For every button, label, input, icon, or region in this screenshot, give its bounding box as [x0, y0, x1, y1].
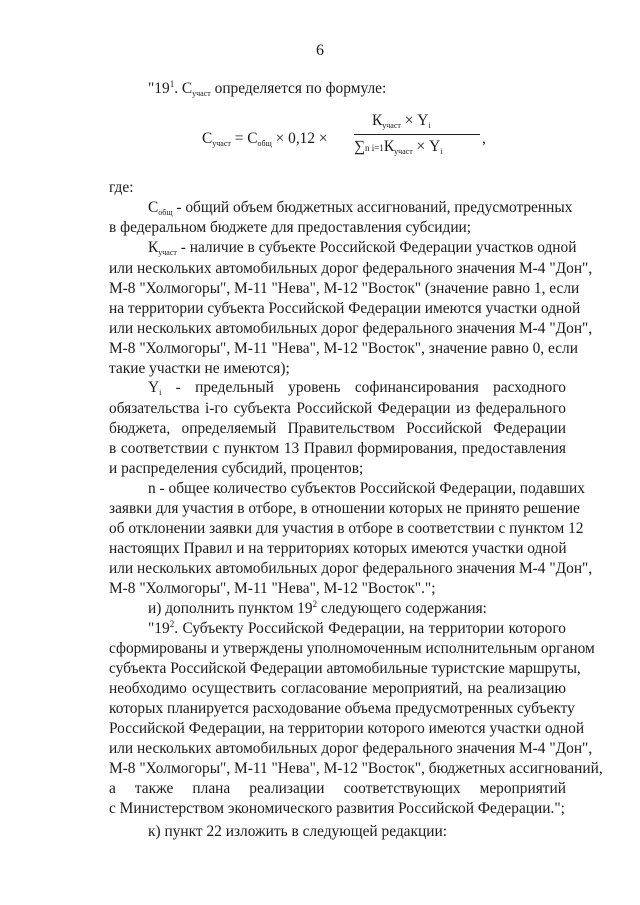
- text-line: а также плана реализации соответствующих мероприятий: [109, 780, 566, 797]
- text-line: М-8 "Холмогоры", М-11 "Нева", М-12 "Восток" (значение равно 1, если: [109, 280, 580, 297]
- text-line: или нескольких автомобильных дорог федерального значения М-4 "Дон",: [109, 560, 593, 577]
- text-line: с Министерством экономического развития Российской Федерации.";: [109, 800, 565, 817]
- text-line: в федеральном бюджете для предоставления субсидии;: [109, 219, 472, 236]
- text-line: сформированы и утверждены уполномоченным исполнительным органом: [109, 640, 595, 657]
- text-line: М-8 "Холмогоры", М-11 "Нева", М-12 "Восток", значение равно 0, если: [109, 340, 578, 357]
- page-number: 6: [316, 42, 324, 59]
- formula-numerator: $К_{участ} \times Y_i$: [372, 112, 431, 130]
- formula-comma: ,: [482, 130, 486, 147]
- text-line: заявки для участия в отборе, в отношении которых не принято решение: [109, 500, 580, 517]
- text-line: на территории субъекта Российской Федерации имеются участки одной: [109, 300, 581, 317]
- text-line: и распределения субсидий, процентов;: [109, 460, 364, 477]
- text-line: настоящих Правил и на территориях которых имеются участки одной: [109, 540, 567, 557]
- text-line-definition: $К_{участ}$ - наличие в субъекте Российской Федерации участков одной: [148, 239, 577, 257]
- formula: [202, 112, 486, 168]
- text-line: "$19^2$. Субъекту Российской Федерации, на территории которого: [148, 619, 566, 637]
- text-line: об отклонении заявки для участия в отборе в соответствии с пунктом 12: [109, 520, 584, 537]
- text-line: и) дополнить пунктом $19^2$ следующего содержания:: [148, 599, 487, 617]
- text-line: такие участки не имеются);: [109, 360, 290, 377]
- intro-sub: участ: [192, 89, 211, 98]
- text-line: Российской Федерации, на территории которого имеются участки одной: [109, 720, 585, 737]
- text-line: необходимо осуществить согласование мероприятий, на реализацию: [109, 680, 566, 697]
- text-line: где:: [109, 179, 134, 196]
- text-line: или нескольких автомобильных дорог федерального значения М-4 "Дон",: [109, 260, 593, 277]
- formula-lhs: $С_{участ} = С_{общ} \times 0,12$ ×: [202, 130, 328, 148]
- text-line: в соответствии с пунктом 13 Правил формирования, предоставления: [109, 440, 566, 457]
- fraction-bar: [354, 134, 480, 135]
- text-line: или нескольких автомобильных дорог федерального значения М-4 "Дон",: [109, 320, 593, 337]
- text-line: которых планируется расходование объема предусмотренных субъекту: [109, 700, 575, 717]
- intro-tail: определяется по формуле:: [210, 80, 387, 97]
- text-line: М-8 "Холмогоры", М-11 "Нева", М-12 "Восток", бюджетных ассигнований,: [109, 760, 603, 777]
- intro-rest: . С: [174, 80, 193, 97]
- intro-quote: "19: [148, 80, 170, 97]
- formula-denominator: ∑n $i=1К_{участ} \times Y_i$: [354, 138, 443, 156]
- intro-sup: 1: [169, 79, 175, 89]
- text-line: к) пункт 22 изложить в следующей редакции:: [148, 823, 447, 840]
- text-line: обязательства i-го субъекта Российской Федерации из федерального: [109, 400, 566, 417]
- text-line-definition: $Y_i$ - предельный уровень софинансирования расходного: [148, 379, 566, 397]
- text-line: субъекта Российской Федерации автомобильные туристские маршруты,: [109, 660, 581, 677]
- text-line: или нескольких автомобильных дорог федерального значения М-4 "Дон",: [109, 740, 593, 757]
- text-line-definition: $С_{общ}$ - общий объем бюджетных ассигнований, предусмотренных: [148, 199, 573, 217]
- text-line: М-8 "Холмогоры", М-11 "Нева", М-12 "Восток".";: [109, 580, 436, 597]
- text-line: бюджета, определяемый Правительством Российской Федерации: [109, 420, 566, 437]
- formula-intro: [148, 79, 566, 98]
- text-line: n - общее количество субъектов Российской Федерации, подавших: [148, 480, 585, 497]
